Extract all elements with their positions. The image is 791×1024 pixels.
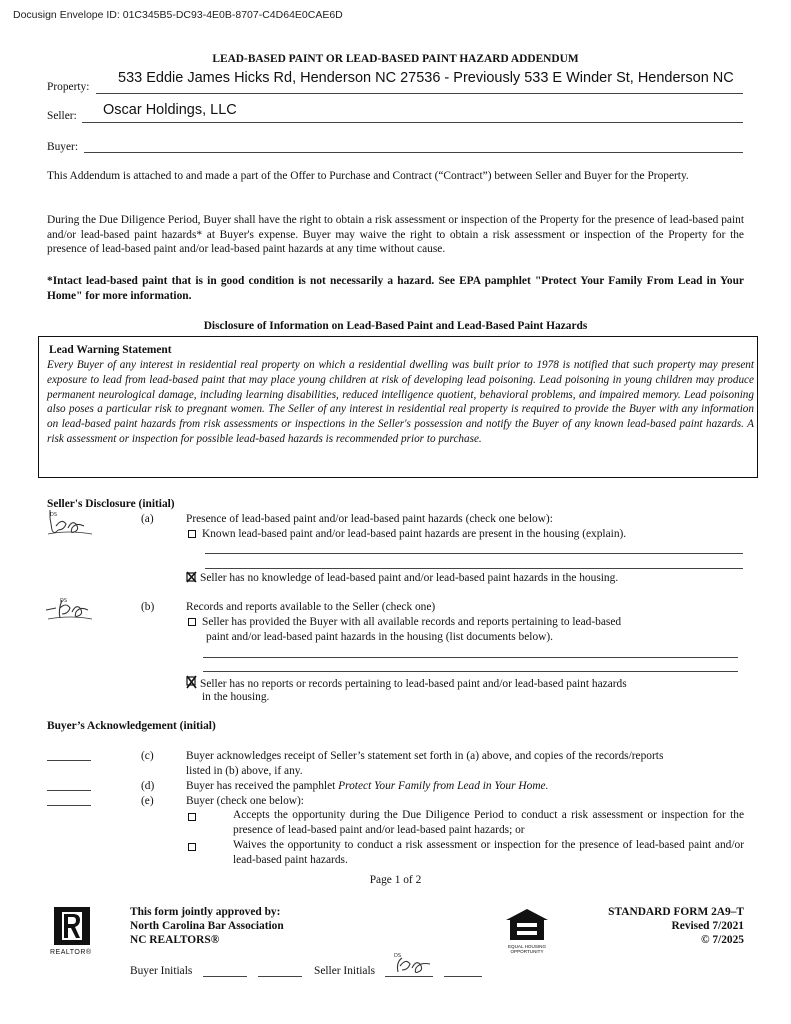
buyer-initials-e[interactable]	[47, 805, 91, 806]
warning-body: Every Buyer of any interest in residential real property on which a residential dwelling was built prior to 1978 is notified that such property may present exposure to lead from lead-based paint that may place young children at risk of developing lead poisoning. Lead poisoning in young children may produce permanent neurological damage, including learning disabilities, reduced intelligence quotient, behavioral problems, and impaired memory. Lead poisoning also poses a particular risk to pregnant women. The Seller of any interest in residential real property is required to provide the Buyer with any information on lead-based paint hazards from risk assessments or inspections in the Seller's possession and notify the Buyer of any known lead-based paint hazards. A risk assessment or inspection for possible lead-based hazards is recommended prior to purchase.	[47, 359, 754, 445]
disclosure-heading: Disclosure of Information on Lead-Based Paint and Lead-Based Paint Hazards	[203, 320, 588, 332]
item-a-letter: (a)	[141, 513, 154, 525]
svg-text:DS: DS	[60, 598, 68, 604]
document-title: LEAD-BASED PAINT OR LEAD-BASED PAINT HAZARD ADDENDUM	[212, 53, 579, 65]
checkbox-checked-icon[interactable]	[186, 571, 196, 582]
seller-label: Seller:	[47, 110, 77, 122]
property-label: Property:	[47, 81, 90, 93]
item-e-text: Buyer (check one below):	[186, 795, 304, 807]
documents-line-1[interactable]	[203, 657, 738, 658]
item-c-line-2: listed in (b) above, if any.	[186, 765, 303, 777]
item-e-accept-text: Accepts the opportunity during the Due Diligence Period to conduct a risk assessment or inspection for the presence of lead-based paint and/or lead-based paint hazards; or	[233, 809, 744, 836]
seller-line	[82, 122, 743, 123]
approved-line-1: This form jointly approved by:	[130, 906, 281, 918]
form-revised: Revised 7/2021	[671, 920, 744, 932]
hazard-note: *Intact lead-based paint that is in good condition is not necessarily a hazard. See EPA pamphlet "Protect Your Family From Lead in Your Home" for more information.	[47, 275, 744, 302]
item-b-text: Records and reports available to the Seller (check one)	[186, 601, 436, 613]
checkbox-empty-icon[interactable]	[188, 618, 196, 626]
item-d-letter: (d)	[141, 780, 155, 792]
buyer-initials-label: Buyer Initials	[130, 965, 193, 977]
buyer-ack-heading: Buyer’s Acknowledgement (initial)	[47, 720, 216, 732]
checkbox-empty-icon[interactable]	[188, 530, 196, 538]
item-d-text-pre: Buyer has received the pamphlet	[186, 780, 339, 792]
seller-initials-footer-2[interactable]	[444, 976, 482, 977]
item-e-waive-text: Waives the opportunity to conduct a risk assessment or inspection for the presence of lead-based paint and/or lead-based paint hazards.	[233, 839, 744, 866]
item-d-pamphlet-title: Protect Your Family from Lead in Your Home.	[338, 780, 549, 792]
form-number: STANDARD FORM 2A9–T	[608, 906, 744, 918]
checkbox-empty-icon[interactable]	[188, 813, 196, 821]
explain-line-2[interactable]	[205, 568, 743, 569]
item-b-option-provided-label-2: paint and/or lead-based paint hazards in the housing (list documents below).	[206, 631, 554, 643]
item-a-option-known-label: Known lead-based paint and/or lead-based paint hazards are present in the housing (explain).	[202, 528, 627, 540]
item-a-option-no-knowledge-label: Seller has no knowledge of lead-based paint and/or lead-based paint hazards in the housing.	[200, 572, 619, 584]
equal-housing-icon	[504, 908, 550, 947]
item-a-option-known[interactable]	[188, 527, 626, 542]
seller-initials-label: Seller Initials	[314, 965, 376, 977]
item-a-option-no-knowledge[interactable]	[186, 571, 618, 586]
item-c-letter: (c)	[141, 750, 154, 762]
item-b-option-provided-label-1: Seller has provided the Buyer with all available records and reports pertaining to lead-based	[202, 616, 622, 628]
svg-text:DS: DS	[394, 953, 402, 959]
item-b-option-no-records-label-1: Seller has no reports or records pertaining to lead-based paint and/or lead-based paint hazards	[200, 678, 627, 690]
approved-line-2: North Carolina Bar Association	[130, 920, 284, 932]
property-line	[96, 93, 743, 94]
documents-line-2[interactable]	[203, 671, 738, 672]
svg-text:DS: DS	[50, 512, 58, 518]
checkbox-empty-icon[interactable]	[188, 843, 196, 851]
property-field[interactable]: 533 Eddie James Hicks Rd, Henderson NC 27536 - Previously 533 E Winder St, Henderson NC	[118, 70, 734, 86]
eho-text-line-1: EQUAL HOUSING	[507, 944, 547, 949]
explain-line-1[interactable]	[205, 553, 743, 554]
item-b-letter: (b)	[141, 601, 155, 613]
buyer-initials-footer-1[interactable]	[203, 976, 247, 977]
due-diligence-paragraph: During the Due Diligence Period, Buyer shall have the right to obtain a risk assessment or inspection of the Property for the presence of lead-based paint and/or lead-based paint hazards* at Buyer's expense. Buyer may waive the right to obtain a risk assessment or inspection of the Property for the presence of lead-based paint and/or lead-based paint hazards at any time without cause.	[47, 214, 744, 256]
checkbox-checked-icon[interactable]	[186, 675, 196, 686]
item-e-waive-checkbox[interactable]	[188, 840, 202, 855]
buyer-field[interactable]	[84, 152, 743, 153]
item-b-option-no-records-label-2: in the housing.	[202, 691, 270, 703]
item-e-accept-checkbox[interactable]	[188, 810, 202, 825]
item-d-text	[186, 779, 548, 794]
warning-title: Lead Warning Statement	[49, 344, 172, 356]
seller-initials-signature-a[interactable]	[44, 508, 96, 543]
buyer-initials-d[interactable]	[47, 790, 91, 791]
seller-initials-signature-footer[interactable]	[392, 950, 438, 981]
buyer-initials-c[interactable]	[47, 760, 91, 761]
item-b-option-provided[interactable]	[188, 615, 621, 630]
seller-disclosure-heading: Seller's Disclosure (initial)	[47, 498, 175, 510]
seller-initials-signature-b[interactable]	[44, 594, 96, 629]
page-number: Page 1 of 2	[369, 874, 422, 886]
item-a-text: Presence of lead-based paint and/or lead-based paint hazards (check one below):	[186, 513, 553, 525]
item-e-letter: (e)	[141, 795, 154, 807]
approved-line-3: NC REALTORS®	[130, 934, 220, 946]
intro-paragraph: This Addendum is attached to and made a part of the Offer to Purchase and Contract (“Contract”) between Seller and Buyer for the Property.	[47, 170, 689, 182]
realtor-logo-text: REALTOR®	[50, 949, 92, 956]
eho-text-line-2: OPPORTUNITY	[510, 949, 544, 954]
form-copyright: © 7/2025	[701, 934, 744, 946]
envelope-id: Docusign Envelope ID: 01C345B5-DC93-4E0B-8707-C4D64E0CAE6D	[13, 9, 343, 21]
seller-field[interactable]: Oscar Holdings, LLC	[103, 102, 237, 118]
buyer-initials-footer-2[interactable]	[258, 976, 302, 977]
eho-text	[504, 944, 550, 954]
item-c-line-1: Buyer acknowledges receipt of Seller’s statement set forth in (a) above, and copies of the records/reports	[186, 750, 664, 762]
buyer-label: Buyer:	[47, 141, 79, 153]
